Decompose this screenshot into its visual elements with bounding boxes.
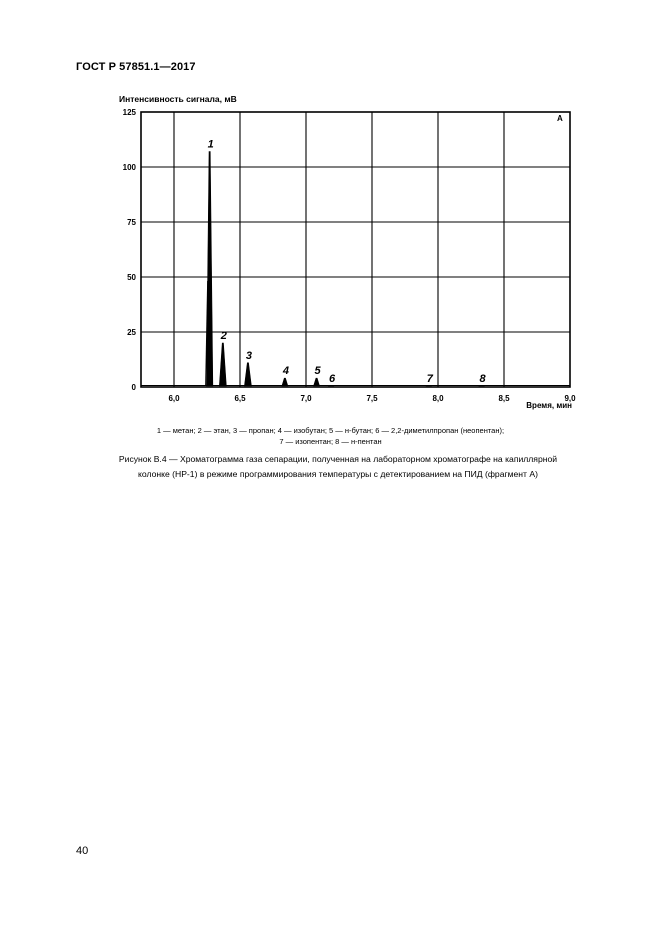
figure-caption bbox=[90, 452, 586, 482]
caption-line-2: колонке (НР-1) в режиме программирования температуры с детектированием на ПИД (фрагмент А) bbox=[138, 469, 538, 479]
peak-label-5: 5 bbox=[314, 365, 321, 378]
peak-3 bbox=[244, 363, 251, 386]
peak-label-7: 7 bbox=[426, 372, 433, 385]
peak-2 bbox=[219, 343, 226, 386]
x-tick-label: 9,0 bbox=[564, 394, 576, 403]
legend-line-1: 1 — метан; 2 — этан, 3 — пропан; 4 — изобутан; 5 — н-бутан; 6 — 2,2-диметилпропан (неопентан); bbox=[156, 426, 505, 435]
peak-4 bbox=[282, 378, 288, 386]
plot-frame bbox=[141, 112, 570, 387]
x-tick-label: 8,0 bbox=[432, 394, 444, 403]
y-axis-label: Интенсивность сигнала, мВ bbox=[119, 94, 237, 104]
x-axis-label: Время, мин bbox=[526, 401, 572, 410]
caption-line-1: Рисунок В.4 — Хроматограмма газа сепарации, полученная на лабораторном хроматографе на капиллярной bbox=[118, 454, 558, 464]
y-tick-label: 75 bbox=[127, 218, 136, 227]
page-number: 40 bbox=[76, 845, 89, 857]
peak-1 bbox=[206, 152, 212, 386]
y-tick-label: 100 bbox=[122, 163, 136, 172]
x-tick-label: 6,0 bbox=[168, 394, 180, 403]
peak-label-6: 6 bbox=[329, 372, 336, 385]
legend-line-2: 7 — изопентан; 8 — н-пентан bbox=[279, 437, 382, 446]
peak-5 bbox=[314, 378, 320, 386]
x-tick-label: 7,5 bbox=[366, 394, 378, 403]
x-tick-label: 7,0 bbox=[300, 394, 312, 403]
y-tick-label: 0 bbox=[131, 383, 136, 392]
peak-label-8: 8 bbox=[479, 372, 486, 385]
panel-label: A bbox=[557, 114, 563, 123]
document-header: ГОСТ Р 57851.1—2017 bbox=[76, 61, 196, 73]
peak-label-3: 3 bbox=[245, 349, 252, 362]
x-tick-label: 6,5 bbox=[234, 394, 246, 403]
peak-label-1: 1 bbox=[207, 138, 214, 151]
chromatogram-chart bbox=[0, 0, 661, 440]
y-tick-label: 25 bbox=[127, 328, 136, 337]
peak-label-4: 4 bbox=[282, 365, 289, 378]
peak-label-2: 2 bbox=[220, 330, 227, 342]
x-tick-label: 8,5 bbox=[498, 394, 510, 403]
y-tick-label: 125 bbox=[122, 108, 136, 117]
y-tick-label: 50 bbox=[127, 273, 136, 282]
